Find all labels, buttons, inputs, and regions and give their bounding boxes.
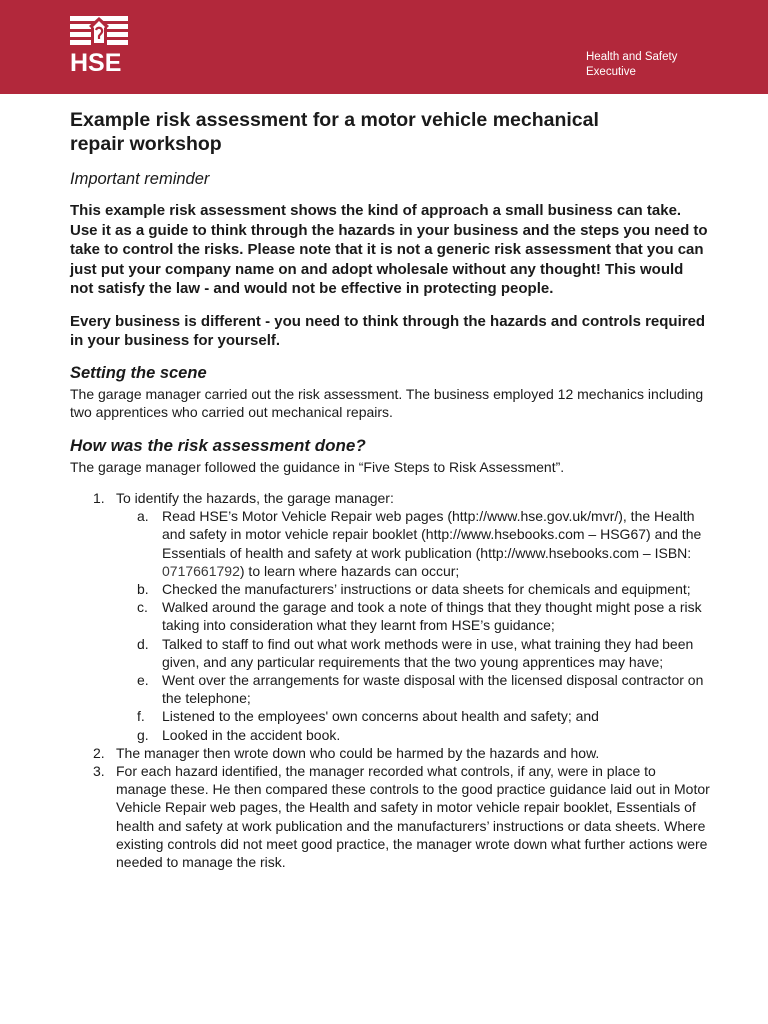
list-item [70,762,710,871]
substep-letter: b. [137,581,149,598]
document-body [70,108,710,871]
substep-text: Walked around the garage and took a note of things that they thought might pose a risk taking into consideration what they learnt from HSE’s guidance; [162,599,702,634]
list-item [70,744,710,762]
isbn-number: 0717661792 [162,562,240,579]
list-item [112,671,710,707]
hse-logo [70,16,128,82]
step-number: 1. [93,490,105,506]
substep-letter: f. [137,708,145,725]
reminder-heading: Important reminder [70,170,210,188]
substep-text: Looked in the accident book. [162,726,341,743]
list-item [112,598,710,634]
hse-logo-text: HSE [70,49,122,77]
substep-text: Checked the manufacturers’ instructions or data sheets for chemicals and equipment; [162,581,691,598]
list-item [112,507,710,580]
step-number: 3. [93,763,105,780]
how-paragraph: The garage manager followed the guidance in “Five Steps to Risk Assessment”. [70,458,565,475]
reminder-paragraph-1: This example risk assessment shows the kind of approach a small business can take. Use it as a guide to think through the hazards in your business and the steps you need to take to control the risks. Please note that it is not a generic risk assessment that you can just put your company name on and adopt wholesale without any thought! This would not satisfy the law - and would not be effective in protecting people. [70,202,708,297]
step-text: For each hazard identified, the manager recorded what controls, if any, were in place to manage these. He then compared these controls to the good practice guidance laid out in Motor Vehicle Repair web pages, the Health and safety in motor vehicle repair booklet, Essentials of health and safety at work publication and the manufacturers’ instructions or data sheets. Where existing controls did not meet good practice, the manager wrote down what further actions were needed to manage the risk. [116,763,710,871]
title-line-1: Example risk assessment for a motor vehicle mechanical [70,109,599,131]
substep-text-end: ) to learn where hazards can occur; [239,562,460,579]
substep-letter: d. [137,635,149,652]
org-line-1: Health and Safety [586,51,678,63]
step-number: 2. [93,744,105,761]
org-line-2: Executive [586,66,636,78]
step-text: The manager then wrote down who could be harmed by the hazards and how. [116,744,600,761]
list-item [70,489,710,744]
list-item [112,707,710,725]
reminder-paragraph-2: Every business is different - you need to think through the hazards and controls required in your business for yourself. [70,312,706,349]
hse-header-banner [0,0,768,94]
hse-emblem-icon [70,16,128,50]
step-text: To identify the hazards, the garage manager: [116,490,394,506]
list-item [112,726,710,744]
list-item [112,635,710,671]
substeps-list [116,507,710,744]
substep-letter: e. [137,672,149,689]
substep-text: Listened to the employees' own concerns about health and safety; and [162,708,599,725]
substep-letter: g. [137,726,149,743]
scene-heading: Setting the scene [70,363,207,382]
list-item [112,580,710,598]
title-line-2: repair workshop [70,133,222,155]
substep-text: Went over the arrangements for waste disposal with the licensed disposal contractor on the telephone; [162,672,704,707]
how-heading: How was the risk assessment done? [70,435,366,455]
substep-text: Read HSE’s Motor Vehicle Repair web pages (http://www.hse.gov.uk/mvr/), the Health and safety in motor vehicle repair booklet (http://www.hsebooks.com – HSG67) and the Essentials of health and safety at work publication (http://www.hsebooks.com – ISBN: [162,508,702,561]
organisation-name [586,50,677,80]
substep-letter: c. [137,599,148,616]
document-title [70,108,710,156]
substep-letter: a. [137,508,149,525]
substep-text: Talked to staff to find out what work methods were in use, what training they had been given, and any particular requirements that the two young apprentices may have; [162,635,694,670]
scene-paragraph: The garage manager carried out the risk assessment. The business employed 12 mechanics including two apprentices who carried out mechanical repairs. [70,385,704,420]
steps-list [70,489,710,871]
